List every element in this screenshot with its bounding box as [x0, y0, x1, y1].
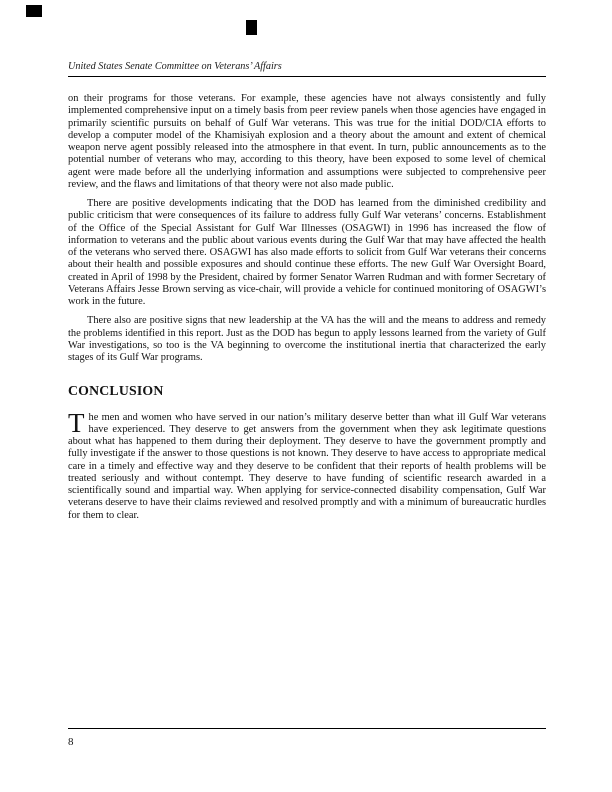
body-paragraph: on their programs for those veterans. For example, these agencies have not always consistently and fully implemented comprehensive input on a timely basis from peer review panels when those agencies have engaged in primarily scientific pursuits on behalf of Gulf War veterans. This was true for the initial DOD/CIA efforts to develop a computer model of the Khamisiyah explosion and a theory about the amount and extent of chemical weapon nerve agent possibly released into the atmosphere in that event. In turn, public announcements as to the potential number of veterans who may, according to this theory, have been exposed to some level of chemical agent were made before all the underlying information and assumptions were subjected to comprehensive peer review, and the flaws and limitations of that theory were not also made public.	[68, 93, 546, 190]
dropcap-letter: T	[68, 407, 85, 438]
section-heading-conclusion: CONCLUSION	[68, 383, 164, 399]
scan-artifact-mark	[246, 20, 257, 35]
body-paragraph: There are positive developments indicating that the DOD has learned from the diminished credibility and public criticism that were consequences of its failure to address fully Gulf War veterans’ concerns. Establishment of the Office of the Special Assistant for Gulf War Illnesses (OSAGWI) in 1996 has increased the flow of information to veterans and the public about various events during the Gulf War that may have affected the health of the veterans who served there. OSAGWI has also made efforts to solicit from Gulf War veterans their concerns about their health and possible exposures and should continue these efforts. The new Gulf War Oversight Board, created in April of 1998 by the President, chaired by former Senator Warren Rudman and with former Secretary of Veterans Affairs Jesse Brown serving as vice-chair, will provide a vehicle for continued monitoring of OSAGWI’s work in the future.	[68, 198, 546, 307]
page-footer	[68, 728, 546, 748]
conclusion-paragraph	[68, 407, 546, 522]
footer-rule	[68, 728, 546, 729]
page-number: 8	[68, 736, 74, 748]
page-body	[68, 93, 546, 529]
conclusion-text: he men and women who have served in our nation’s military deserve better than what ill Gulf War veterans have experienced. They deserve to get answers from the government when they ask legitimate questions about what has happened to them during their deployment. They deserve to have the government promptly and fully investigate if the answer to those questions is not known. They deserve to have access to appropriate medical care in a timely and effective way and they deserve to be confident that their reports of health problems will be treated seriously and without contempt. They deserve to have funding of scientific research awarded in a scientifically sound and impartial way. When applying for service-connected disability compensation, Gulf War veterans deserve to have their claims reviewed and resolved promptly and with a minimum of bureaucratic hurdles for them to clear.	[68, 411, 546, 521]
header-rule	[68, 76, 546, 77]
running-title: United States Senate Committee on Veterans’ Affairs	[68, 61, 282, 72]
scan-artifact-mark	[26, 5, 42, 17]
page-header	[68, 61, 546, 77]
body-paragraph: There also are positive signs that new leadership at the VA has the will and the means to address and remedy the problems identified in this report. Just as the DOD has begun to apply lessons learned from the variety of Gulf War investigations, so too is the VA beginning to overcome the institutional inertia that characterized the early stages of its Gulf War programs.	[68, 315, 546, 363]
